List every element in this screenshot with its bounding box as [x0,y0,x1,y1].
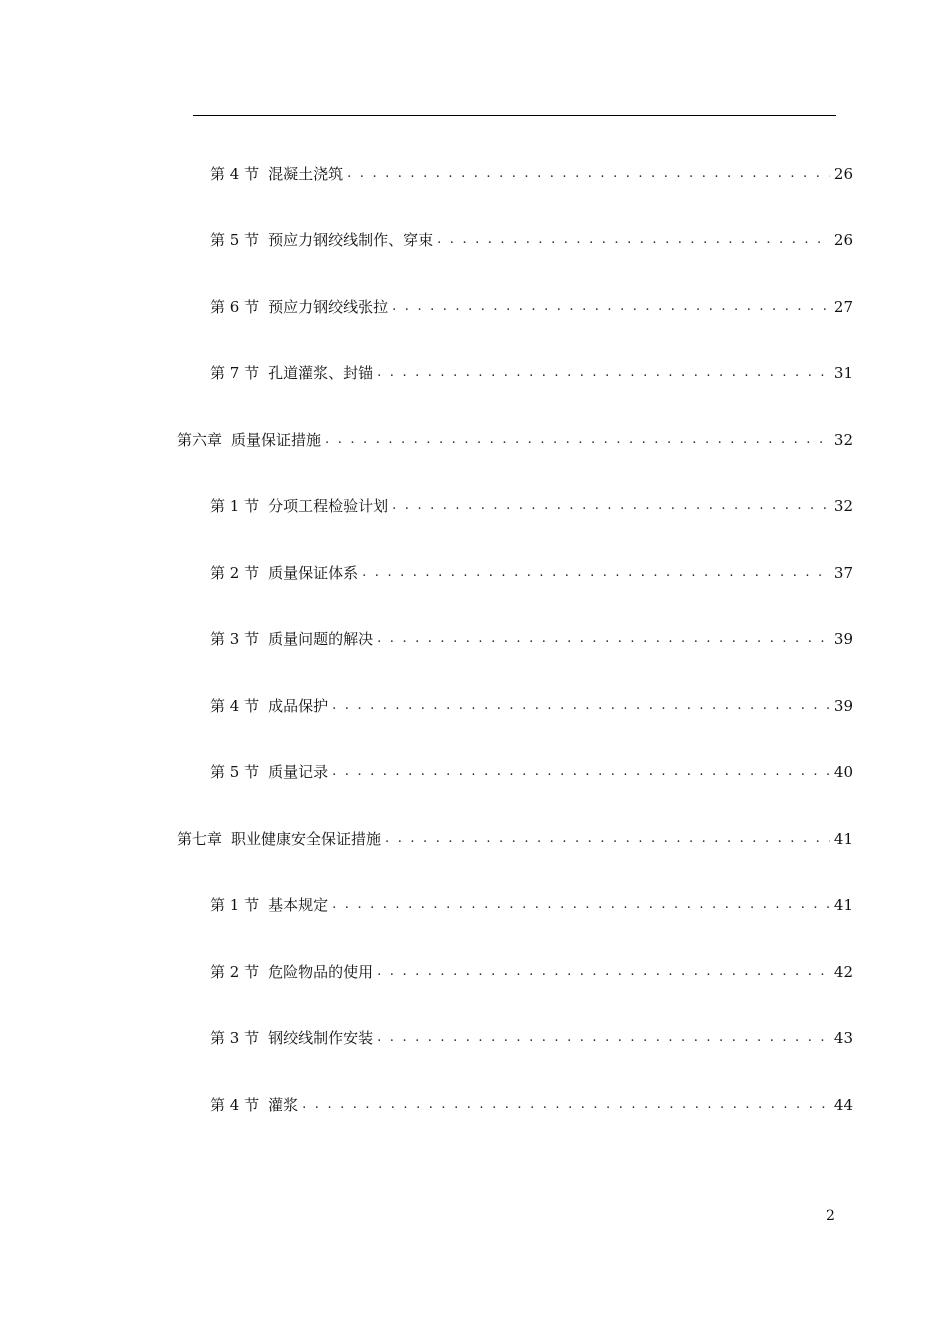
toc-entry-chapter[interactable] [177,428,853,452]
toc-entry-number: 第 7 节 [210,364,260,382]
toc-dot-leader [347,162,830,186]
toc-entry[interactable] [210,295,853,319]
toc-entry-title: 预应力钢绞线张拉 [268,298,389,316]
toc-entry-title: 分项工程检验计划 [268,497,389,515]
toc-entry-number: 第六章 [177,431,223,449]
toc-entry-number: 第 4 节 [210,165,260,183]
toc-entry-number: 第 1 节 [210,896,260,914]
toc-entry-page: 43 [833,1029,853,1047]
toc-entry-title: 混凝土浇筑 [268,165,344,183]
toc-entry[interactable] [210,960,853,984]
toc-dot-leader [325,428,830,452]
toc-entry-number: 第 3 节 [210,630,260,648]
toc-entry-title: 职业健康安全保证措施 [231,830,382,848]
toc-entry-page: 42 [833,963,853,981]
toc-entry-page: 44 [833,1096,853,1114]
toc-entry[interactable] [210,561,853,585]
toc-entry-title: 预应力钢绞线制作、穿束 [268,231,434,249]
toc-entry-number: 第 5 节 [210,763,260,781]
toc-dot-leader [392,494,830,518]
toc-entry-page: 26 [833,165,853,183]
toc-entry-title: 灌浆 [268,1096,299,1114]
toc-entry-page: 32 [833,497,853,515]
toc-dot-leader [377,627,830,651]
toc-entry-title: 基本规定 [268,896,329,914]
toc-entry-title: 质量保证体系 [268,564,359,582]
toc-entry-title: 钢绞线制作安装 [268,1029,374,1047]
toc-entry[interactable] [210,228,853,252]
toc-dot-leader [332,760,830,784]
toc-entry[interactable] [210,162,853,186]
toc-entry-number: 第 2 节 [210,564,260,582]
toc-dot-leader [377,960,830,984]
toc-entry-title: 孔道灌浆、封锚 [268,364,374,382]
toc-entry[interactable] [210,893,853,917]
toc-dot-leader [437,228,830,252]
toc-entry-number: 第 6 节 [210,298,260,316]
toc-entry-title: 成品保护 [268,697,329,715]
toc-dot-leader [362,561,830,585]
toc-entry-number: 第 4 节 [210,1096,260,1114]
toc-entry-page: 37 [833,564,853,582]
toc-entry-page: 39 [833,697,853,715]
toc-entry-page: 31 [833,364,853,382]
toc-entry-page: 27 [833,298,853,316]
toc-entry-page: 41 [833,896,853,914]
toc-entry[interactable] [210,361,853,385]
toc-entry-title: 质量问题的解决 [268,630,374,648]
toc-entry-page: 26 [833,231,853,249]
toc-entry-number: 第 3 节 [210,1029,260,1047]
toc-entry[interactable] [210,694,853,718]
toc-dot-leader [392,295,830,319]
toc-entry-page: 41 [833,830,853,848]
toc-entry[interactable] [210,1093,853,1117]
toc-entry[interactable] [210,1026,853,1050]
toc-entry-page: 32 [833,431,853,449]
toc-entry-page: 39 [833,630,853,648]
toc-entry-page: 40 [833,763,853,781]
toc-entry-title: 质量记录 [268,763,329,781]
toc-entry[interactable] [210,494,853,518]
toc-dot-leader [377,361,830,385]
toc-entry-title: 质量保证措施 [231,431,322,449]
toc-entry[interactable] [210,760,853,784]
toc-entry-title: 危险物品的使用 [268,963,374,981]
page-number: 2 [826,1208,835,1224]
toc-entry-number: 第七章 [177,830,223,848]
toc-entry-chapter[interactable] [177,827,853,851]
toc-entry-number: 第 4 节 [210,697,260,715]
toc-dot-leader [332,893,830,917]
toc-entry-number: 第 2 节 [210,963,260,981]
toc-dot-leader [377,1026,830,1050]
toc-dot-leader [332,694,830,718]
toc-entry-number: 第 5 节 [210,231,260,249]
toc-entry-number: 第 1 节 [210,497,260,515]
toc-dot-leader [385,827,830,851]
toc-dot-leader [302,1093,830,1117]
toc-entry[interactable] [210,627,853,651]
